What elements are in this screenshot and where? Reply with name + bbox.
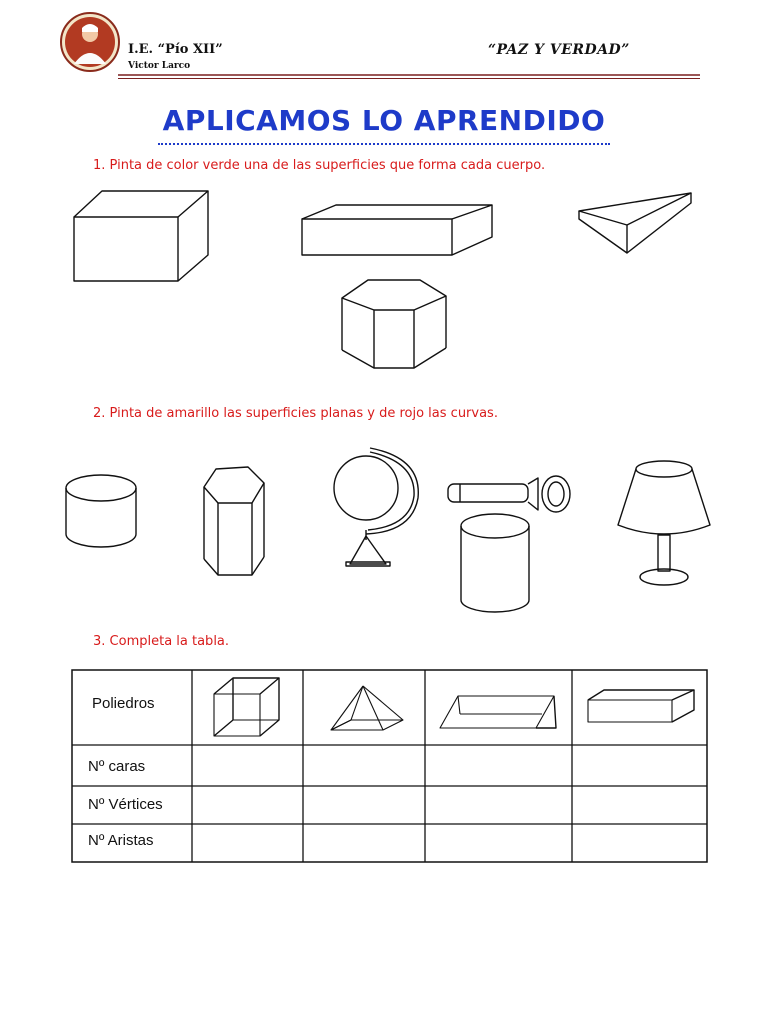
- row-label-vertices: Nº Vértices: [88, 796, 163, 813]
- globe-figure: [330, 446, 422, 570]
- triangular-prism-figure: [577, 191, 695, 257]
- row-label-poliedros: Poliedros: [92, 695, 155, 712]
- school-crest-portrait: [60, 12, 120, 72]
- school-location: Victor Larco: [128, 61, 191, 71]
- flat-prism-figure: [300, 203, 496, 257]
- instruction-3: 3. Completa la tabla.: [93, 634, 230, 649]
- tall-cylinder-figure: [457, 512, 533, 616]
- table-flat-prism-figure: [586, 688, 698, 724]
- flashlight-figure: [446, 474, 574, 516]
- row-label-aristas: Nº Aristas: [88, 832, 154, 849]
- hexagonal-prism-figure: [338, 276, 450, 372]
- title-underline: [158, 143, 610, 147]
- row-label-caras: Nº caras: [88, 758, 146, 775]
- cylinder-figure: [62, 472, 140, 552]
- cube-box-figure: [72, 189, 212, 285]
- worksheet-title: APLICAMOS LO APRENDIDO: [162, 104, 606, 137]
- header-rule: [118, 74, 700, 80]
- table-triangular-prism-figure: [438, 692, 560, 732]
- table-cube-figure: [211, 676, 283, 740]
- hexagonal-prism-upright-figure: [200, 463, 268, 579]
- school-name: I.E. “Pío XII”: [128, 42, 223, 57]
- table-pyramid-figure: [327, 684, 407, 734]
- lamp-figure: [614, 459, 714, 589]
- instruction-2: 2. Pinta de amarillo las superficies planas y de rojo las curvas.: [93, 406, 498, 421]
- instruction-1: 1. Pinta de color verde una de las superficies que forma cada cuerpo.: [93, 158, 546, 173]
- school-motto: “PAZ Y VERDAD”: [488, 42, 630, 58]
